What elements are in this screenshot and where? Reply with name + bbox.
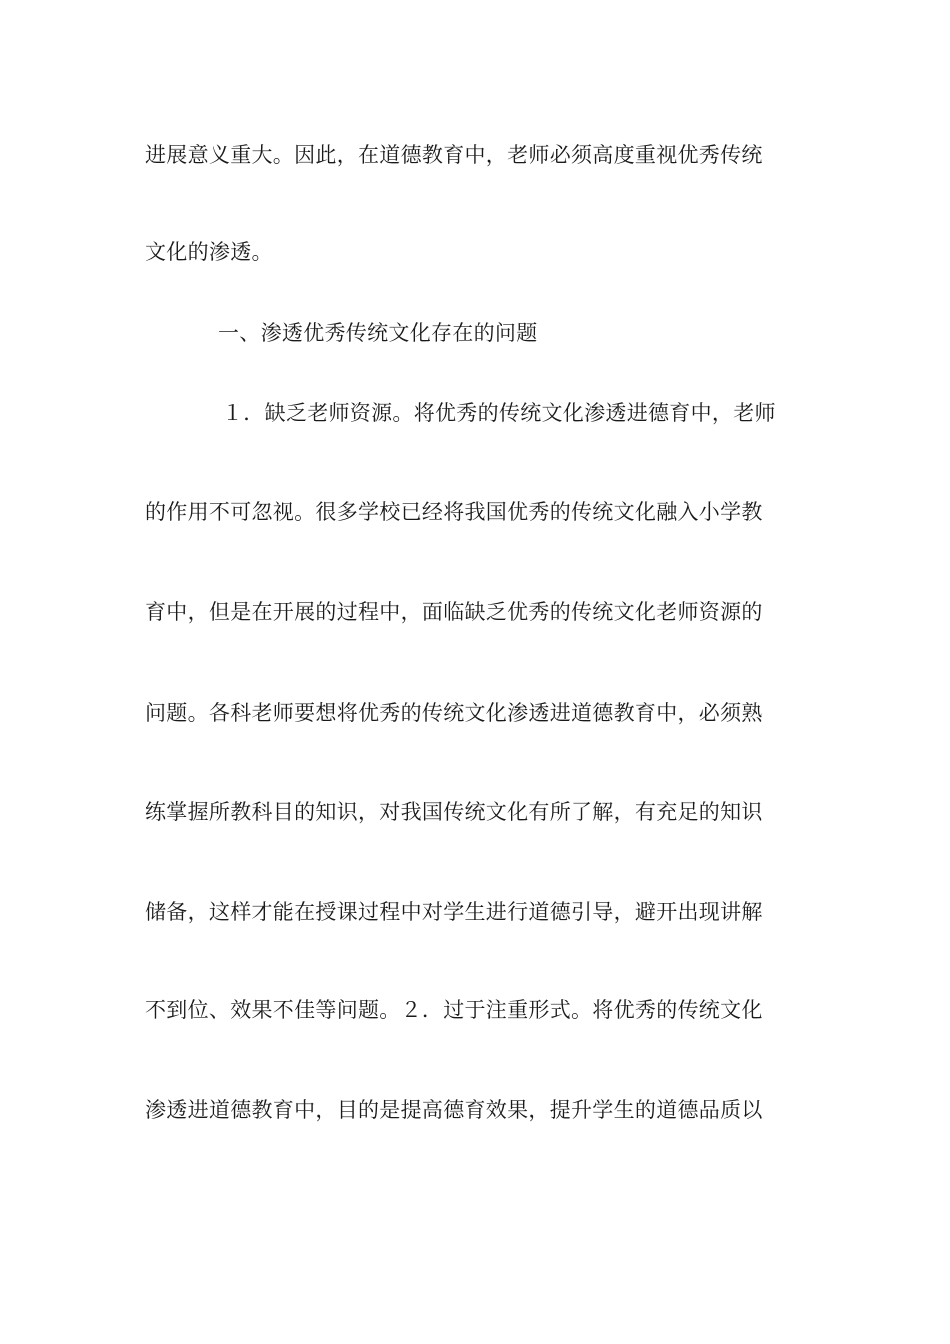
section-heading: 一、渗透优秀传统文化存在的问题 [218, 321, 538, 345]
paragraph-line: １．缺乏老师资源。将优秀的传统文化渗透进德育中，老师 [222, 401, 776, 425]
paragraph-line: 渗透进道德教育中，目的是提高德育效果，提升学生的道德品质以 [145, 1098, 763, 1122]
paragraph-line: 的作用不可忽视。很多学校已经将我国优秀的传统文化融入小学教 [145, 500, 763, 524]
paragraph-line: 进展意义重大。因此，在道德教育中，老师必须高度重视优秀传统 [145, 143, 763, 167]
paragraph-line: 不到位、效果不佳等问题。２．过于注重形式。将优秀的传统文化 [145, 998, 763, 1022]
paragraph-line: 练掌握所教科目的知识，对我国传统文化有所了解，有充足的知识 [145, 800, 763, 824]
paragraph-line: 储备，这样才能在授课过程中对学生进行道德引导，避开出现讲解 [145, 900, 763, 924]
paragraph-line: 问题。各科老师要想将优秀的传统文化渗透进道德教育中，必须熟 [145, 701, 763, 725]
paragraph-line: 文化的渗透。 [145, 240, 273, 264]
paragraph-line: 育中，但是在开展的过程中，面临缺乏优秀的传统文化老师资源的 [145, 600, 763, 624]
